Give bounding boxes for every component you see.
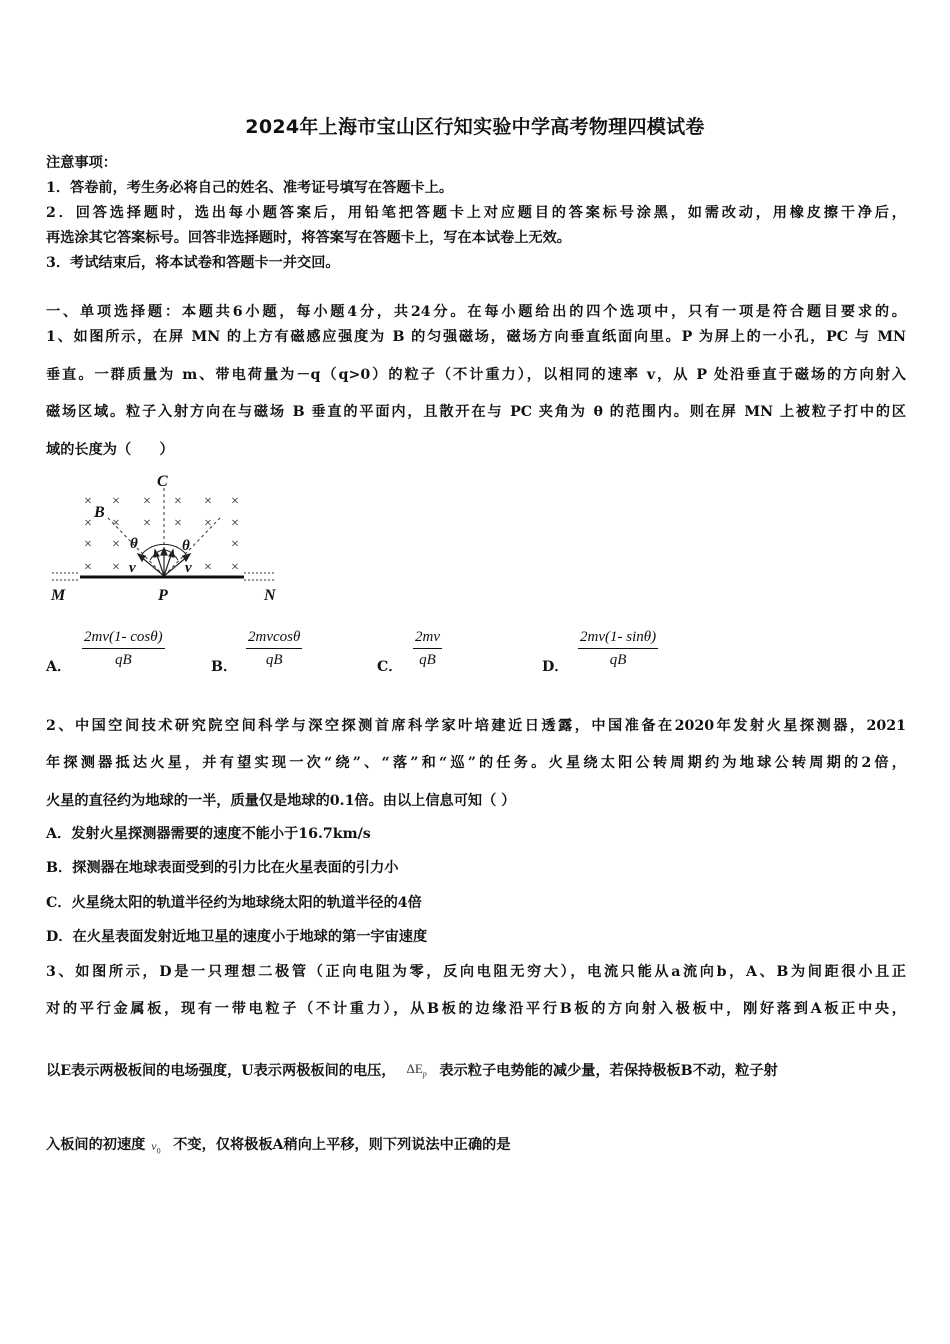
notice-item: 2．回答选择题时，选出每小题答案后，用铅笔把答题卡上对应题目的答案标号涂黑，如需改动，用橡皮擦干净后， (46, 205, 906, 221)
fraction-numerator: 2mv(1- sinθ) (578, 629, 658, 649)
field-cross: × (84, 560, 92, 575)
question-2-text: 火星的直径约为地球的一半，质量仅是地球的0.1倍。由以上信息可知（ ） (46, 793, 516, 809)
label-theta: θ (182, 538, 190, 554)
field-cross: × (143, 516, 151, 531)
q1-option-a-letter[interactable]: A． (46, 659, 72, 675)
q2-option-a[interactable]: A．发射火星探测器需要的速度不能小于16.7km/s (46, 826, 371, 842)
field-cross: × (231, 494, 239, 509)
fraction-numerator: 2mv(1- cosθ) (82, 629, 165, 649)
field-crosses (84, 494, 239, 575)
q1-option-d-fraction[interactable] (578, 629, 658, 669)
label-c: C (157, 473, 168, 490)
q1-option-b-fraction[interactable] (246, 629, 302, 669)
field-cross: × (204, 516, 212, 531)
label-v: v (185, 560, 192, 576)
field-cross: × (174, 494, 182, 509)
label-p: P (158, 587, 168, 604)
question-3-text: 入板间的初速度 $v_0$ 不变，仅将极板A稍向上平移，则下列说法中正确的是 (46, 1137, 511, 1156)
question-2-text: 年探测器抵达火星，并有望实现一次“绕”、“落”和“巡”的任务。火星绕太阳公转周期约为地球公转周期的2倍， (46, 755, 906, 771)
q1-option-a-fraction[interactable] (82, 629, 165, 669)
question-1-text: 域的长度为（ ） (46, 442, 174, 458)
magnetic-field-figure (46, 470, 286, 605)
q3-text-segment: 不变，仅将极板A稍向上平移，则下列说法中正确的是 (173, 1137, 511, 1153)
field-cross: × (84, 516, 92, 531)
q3-text-segment: 表示粒子电势能的减少量，若保持极板B不动，粒子射 (439, 1063, 778, 1079)
question-3-text: 对的平行金属板，现有一带电粒子（不计重力），从B板的边缘沿平行B板的方向射入极板中，刚好落到A板正中央， (46, 1001, 906, 1017)
notice-item: 1．答卷前，考生务必将自己的姓名、准考证号填写在答题卡上。 (46, 180, 454, 196)
section-heading: 一、单项选择题：本题共6小题，每小题4分，共24分。在每小题给出的四个选项中，只有一项是符合题目要求的。 (46, 304, 906, 320)
field-cross: × (204, 494, 212, 509)
q1-option-d-letter[interactable]: D． (542, 659, 569, 675)
fraction-denominator: qB (114, 652, 132, 668)
field-cross: × (231, 560, 239, 575)
label-m: M (51, 587, 66, 604)
q1-option-c-letter[interactable]: C． (377, 659, 403, 675)
page-title: 2024年上海市宝山区行知实验中学高考物理四模试卷 (245, 116, 705, 138)
fraction-numerator: 2mv (413, 629, 442, 649)
fraction-denominator: qB (265, 652, 283, 668)
field-cross: × (231, 516, 239, 531)
fraction-denominator: qB (609, 652, 627, 668)
question-3-text: 以E表示两极板间的电场强度，U表示两极板间的电压， $\Delta E_p$ 表示粒子电势能的减少量，若保持极板B不动，粒子射 (46, 1061, 778, 1079)
q3-text-segment: 入板间的初速度 (46, 1137, 146, 1153)
field-cross: × (174, 516, 182, 531)
q3-text-segment: 以E表示两极板间的电场强度，U表示两极板间的电压， (46, 1063, 396, 1079)
question-3-text: 3、如图所示，D是一只理想二极管（正向电阻为零，反向电阻无穷大），电流只能从a流向b，A、B为间距很小且正 (46, 964, 906, 980)
fraction-denominator: qB (419, 652, 436, 668)
field-cross: × (112, 516, 120, 531)
q2-option-d[interactable]: D．在火星表面发射近地卫星的速度小于地球的第一宇宙速度 (46, 929, 428, 945)
field-cross: × (143, 494, 151, 509)
q1-option-c-fraction[interactable] (413, 629, 442, 669)
fraction-numerator: 2mvcosθ (246, 629, 302, 649)
field-cross: × (112, 494, 120, 509)
question-1-text: 磁场区域。粒子入射方向在与磁场 B 垂直的平面内，且散开在与 PC 夹角为 θ 的范围内。则在屏 MN 上被粒子打中的区 (46, 404, 906, 420)
label-theta: θ (130, 536, 138, 552)
field-cross: × (112, 560, 120, 575)
notice-item: 3．考试结束后，将本试卷和答题卡一并交回。 (46, 255, 340, 271)
field-cross: × (112, 537, 120, 552)
q2-option-c[interactable]: C．火星绕太阳的轨道半径约为地球绕太阳的轨道半径的4倍 (46, 895, 422, 911)
field-cross: × (84, 537, 92, 552)
notice-item: 再选涂其它答案标号。回答非选择题时，将答案写在答题卡上，写在本试卷上无效。 (46, 230, 571, 246)
question-1-text: 1、如图所示，在屏 MN 的上方有磁感应强度为 B 的匀强磁场，磁场方向垂直纸面向里。P 为屏上的一小孔，PC 与 MN (46, 329, 906, 345)
field-cross: × (231, 537, 239, 552)
label-b: B (94, 504, 105, 521)
field-cross: × (84, 494, 92, 509)
field-cross: × (204, 560, 212, 575)
notice-heading: 注意事项： (46, 155, 117, 171)
question-1-text: 垂直。一群质量为 m、带电荷量为－q（q>0）的粒子（不计重力），以相同的速率 v，从 P 处沿垂直于磁场的方向射入 (46, 367, 906, 383)
q2-option-b[interactable]: B．探测器在地球表面受到的引力比在火星表面的引力小 (46, 860, 399, 876)
label-v: v (129, 560, 136, 576)
q1-option-b-letter[interactable]: B． (211, 659, 238, 675)
label-n: N (264, 587, 276, 604)
question-2-text: 2、中国空间技术研究院空间科学与深空探测首席科学家叶培建近日透露，中国准备在2020年发射火星探测器，2021 (46, 718, 906, 734)
